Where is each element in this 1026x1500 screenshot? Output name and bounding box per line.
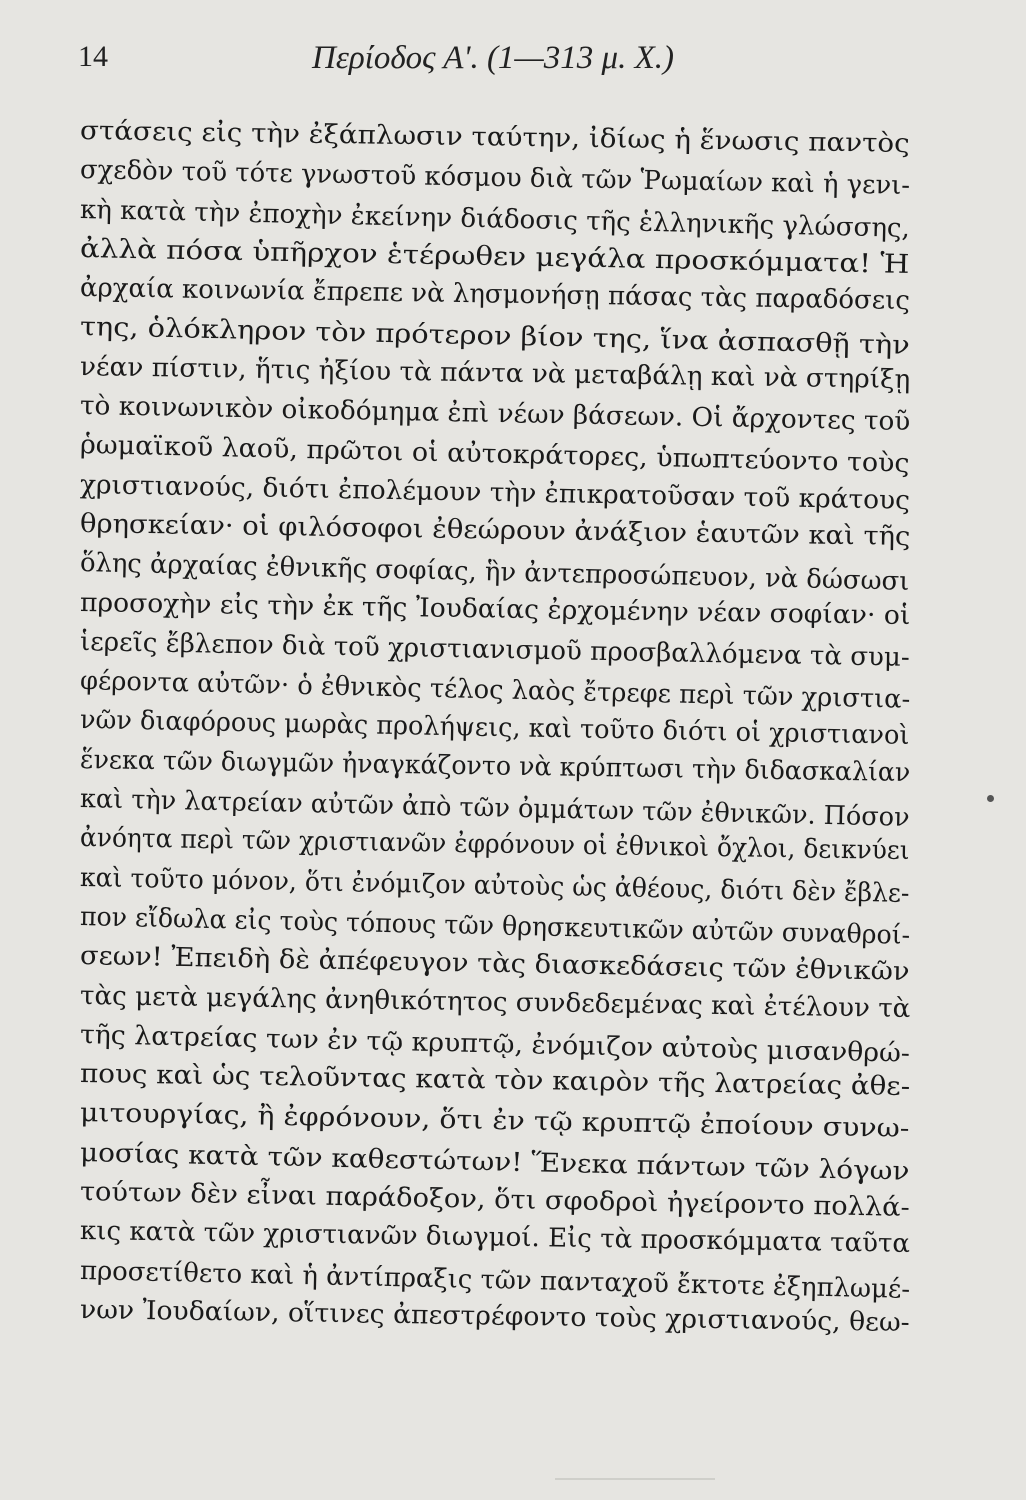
- bottom-stamp-trace: [555, 1478, 715, 1500]
- text-line: ἱερεῖς ἔβλεπον διὰ τοῦ χριστιανισμοῦ προσβαλλόμενα τὰ συμ-: [79, 626, 910, 673]
- text-line: σχεδὸν τοῦ τότε γνωστοῦ κόσμου διὰ τῶν Ῥωμαίων καὶ ἡ γενι-: [79, 155, 911, 202]
- text-line: ὅλης ἀρχαίας ἐθνικῆς σοφίας, ἣν ἀντεπροσώπευον, νὰ δώσωσι: [79, 548, 910, 598]
- body-text: [79, 112, 911, 1338]
- text-line: ῥωμαϊκοῦ λαοῦ, πρῶτοι οἱ αὐτοκράτορες, ὑπωπτεύοντο τοὺς: [79, 430, 910, 480]
- page-number: 14: [78, 40, 108, 73]
- text-line: φέροντα αὐτῶν· ὁ ἐθνικὸς τέλος λαὸς ἔτρεφε περὶ τῶν χριστια-: [79, 666, 911, 715]
- text-line: ἀρχαία κοινωνία ἔπρεπε νὰ λησμονήσῃ πάσας τὰς παραδόσεις: [79, 273, 911, 317]
- text-line: καὶ τοῦτο μόνον, ὅτι ἐνόμιζον αὐτοὺς ὡς ἀθέους, διότι δὲν ἔβλε-: [79, 862, 910, 909]
- text-line: καὶ τὴν λατρείαν αὐτῶν ἀπὸ τῶν ὀμμάτων τῶν ἐθνικῶν. Πόσον: [79, 784, 910, 833]
- text-line: τὰς μετὰ μεγάλης ἀνηθικότητος συνδεδεμένας καὶ ἐτέλουν τὰ: [79, 980, 911, 1024]
- text-line: ἀνόητα περὶ τῶν χριστιανῶν ἐφρόνουν οἱ ἐθνικοὶ ὄχλοι, δεικνύει: [79, 823, 910, 867]
- text-line: νέαν πίστιν, ἥτις ἠξίου τὰ πάντα νὰ μεταβάλῃ καὶ νὰ στηρίξῃ: [79, 351, 911, 395]
- text-line: ἕνεκα τῶν διωγμῶν ἠναγκάζοντο νὰ κρύπτωσι τὴν διδασκαλίαν: [79, 744, 911, 788]
- text-line: προσετίθετο καὶ ἡ ἀντίπραξις τῶν πανταχοῦ ἔκτοτε ἐξηπλωμέ-: [79, 1255, 911, 1305]
- text-line: κις κατὰ τῶν χριστιανῶν διωγμοί. Εἰς τὰ προσκόμματα ταῦτα: [79, 1216, 911, 1260]
- text-line: χριστιανούς, διότι ἐπολέμουν τὴν ἐπικρατοῦσαν τοῦ κράτους: [79, 469, 911, 516]
- text-line: μιτουργίας, ἢ ἐφρόνουν, ὅτι ἐν τῷ κρυπτῷ ἐποίουν συνω-: [79, 1098, 910, 1145]
- text-line: τούτων δὲν εἶναι παράδοξον, ὅτι σφοδροὶ ἠγείροντο πολλά-: [79, 1177, 910, 1223]
- text-line: της, ὁλόκληρον τὸν πρότερον βίον της, ἵνα ἀσπασθῇ τὴν: [79, 312, 911, 362]
- text-line: σεων! Ἐπειδὴ δὲ ἀπέφευγον τὰς διασκεδάσεις τῶν ἐθνικῶν: [79, 941, 910, 988]
- text-line: προσοχὴν εἰς τὴν ἐκ τῆς Ἰουδαίας ἐρχομένην νέαν σοφίαν· οἱ: [79, 587, 911, 631]
- text-line: νων Ἰουδαίων, οἵτινες ἀπεστρέφοντο τοὺς χριστιανούς, θεω-: [79, 1294, 910, 1338]
- text-line: ἀλλὰ πόσα ὑπῆρχον ἑτέρωθεν μεγάλα προσκόμματα! Ἡ: [79, 233, 910, 280]
- text-line: στάσεις εἰς τὴν ἐξάπλωσιν ταύτην, ἰδίως ἡ ἕνωσις παντὸς: [79, 116, 910, 160]
- margin-dot: [987, 795, 994, 802]
- text-line: πους καὶ ὡς τελοῦντας κατὰ τὸν καιρὸν τῆς λατρείας ἀθε-: [79, 1059, 911, 1103]
- text-line: θρησκείαν· οἱ φιλόσοφοι ἐθεώρουν ἀνάξιον ἑαυτῶν καὶ τῆς: [79, 508, 911, 553]
- running-head: Περίοδος Α'. (1—313 μ. Χ.): [312, 40, 674, 76]
- text-line: τὸ κοινωνικὸν οἰκοδόμημα ἐπὶ νέων βάσεων. Οἱ ἄρχοντες τοῦ: [79, 391, 911, 438]
- text-line: πον εἴδωλα εἰς τοὺς τόπους τῶν θρησκευτικῶν αὐτῶν συναθροί-: [79, 901, 911, 951]
- text-line: μοσίας κατὰ τῶν καθεστώτων! Ἕνεκα πάντων τῶν λόγων: [79, 1137, 910, 1187]
- text-line: κὴ κατὰ τὴν ἐποχὴν ἐκείνην διάδοσις τῆς ἑλληνικῆς γλώσσης,: [79, 194, 911, 244]
- text-line: νῶν διαφόρους μωρὰς προλήψεις, καὶ τοῦτο διότι οἱ χριστιανοὶ: [79, 705, 910, 752]
- text-line: τῆς λατρείας των ἐν τῷ κρυπτῷ, ἐνόμιζον αὐτοὺς μισανθρώ-: [79, 1019, 911, 1069]
